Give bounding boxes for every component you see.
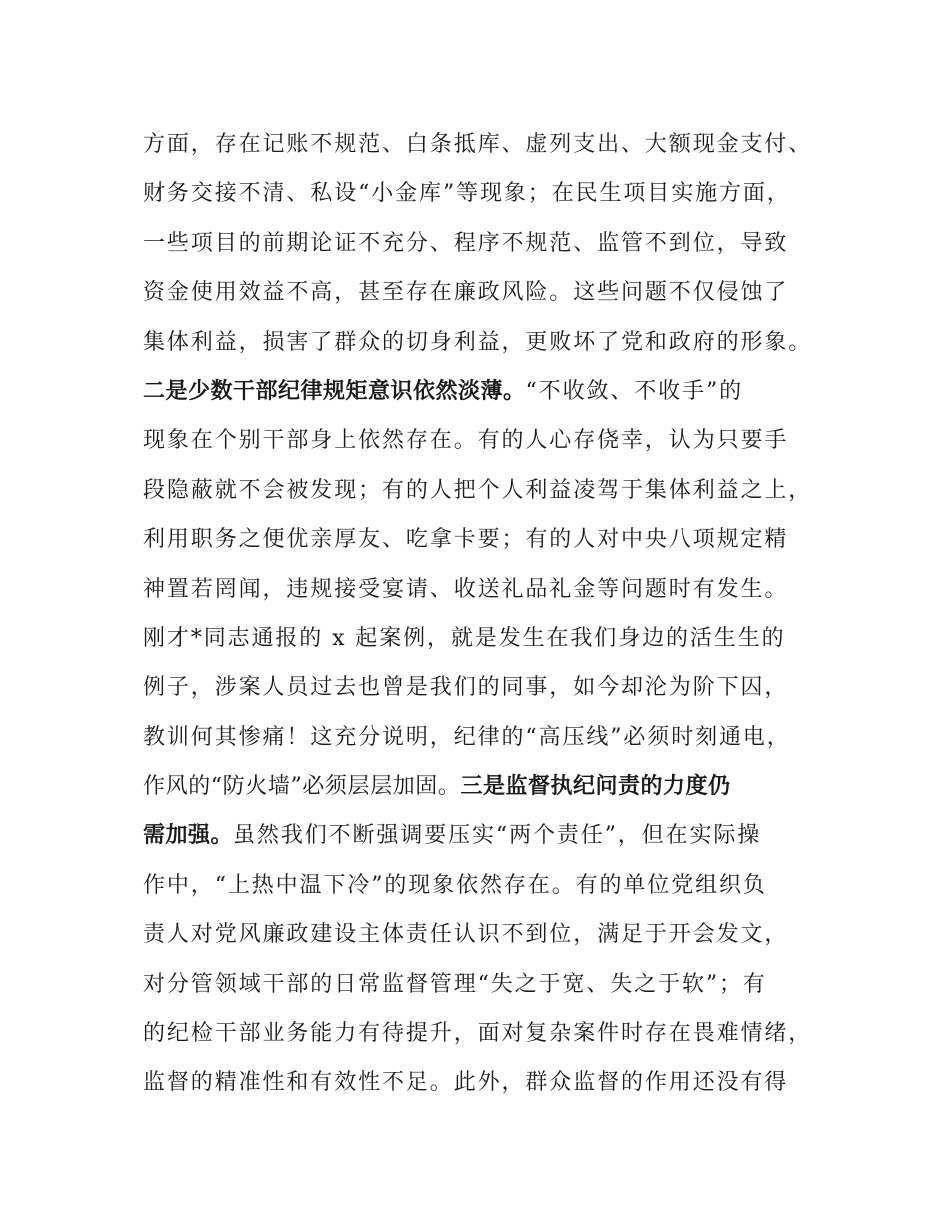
text-segment: 资金使用效益不高，甚至存在廉政风险。这些问题不仅侵蚀了 [143, 280, 789, 306]
text-segment: 段隐蔽就不会被发现；有的人把个人利益凌驾于集体利益之上， [143, 477, 813, 503]
text-line [143, 219, 833, 268]
text-segment: “不收敛、不收手”的 [525, 378, 744, 404]
text-segment: 一些项目的前期论证不充分、程序不规范、监管不到位，导致 [143, 230, 789, 256]
text-line [143, 466, 833, 515]
text-segment: 对分管领域干部的日常监督管理“失之于宽、失之于软”；有 [143, 971, 767, 997]
text-line [143, 1009, 833, 1058]
text-line [143, 268, 833, 317]
text-line [143, 960, 833, 1009]
text-segment: 教训何其惨痛！这充分说明，纪律的“高压线”必须时刻通电， [143, 724, 791, 750]
text-segment: 利用职务之便优亲厚友、吃拿卡要；有的人对中央八项规定精 [143, 527, 789, 553]
text-segment: 作风的“防火墙”必须层层加固。 [143, 774, 461, 800]
text-line [143, 811, 833, 860]
text-segment: 的纪检干部业务能力有待提升，面对复杂案件时存在畏难情绪， [143, 1021, 813, 1047]
body-text [143, 120, 833, 1108]
text-line [143, 416, 833, 465]
text-line [143, 318, 833, 367]
text-line [143, 663, 833, 712]
text-segment: 方面，存在记账不规范、白条抵库、虚列支出、大额现金支付、 [143, 132, 813, 157]
section-heading: 需加强。 [143, 823, 234, 849]
text-line [143, 1058, 833, 1107]
text-segment: 责人对党风廉政建设主体责任认识不到位，满足于开会发文， [143, 922, 789, 948]
text-line [143, 614, 833, 663]
section-heading: 二是少数干部纪律规矩意识依然淡薄。 [143, 378, 526, 404]
text-segment: 作中，“上热中温下冷”的现象依然存在。有的单位党组织负 [143, 872, 767, 898]
section-heading: 三是监督执纪问责的力度仍 [460, 774, 731, 800]
text-segment: 神置若罔闻，违规接受宴请、收送礼品礼金等问题时有发生。 [143, 576, 789, 602]
text-segment: 集体利益，损害了群众的切身利益，更败坏了党和政府的形象。 [143, 329, 813, 355]
text-line [143, 515, 833, 564]
text-segment: 虽然我们不断强调要压实“两个责任”，但在实际操 [233, 823, 762, 849]
text-line [143, 861, 833, 910]
text-line [143, 169, 833, 218]
text-segment: 财务交接不清、私设“小金库”等现象；在民生项目实施方面， [143, 181, 791, 207]
text-line [143, 565, 833, 614]
text-segment: 刚才*同志通报的 x 起案例，就是发生在我们身边的活生生的 [143, 625, 786, 651]
text-line [143, 367, 833, 416]
text-segment: 监督的精准性和有效性不足。此外，群众监督的作用还没有得 [143, 1070, 789, 1096]
text-line [143, 762, 833, 811]
text-line [143, 120, 833, 169]
text-segment: 例子，涉案人员过去也曾是我们的同事，如今却沦为阶下囚， [143, 675, 789, 701]
text-segment: 现象在个别干部身上依然存在。有的人心存侥幸，认为只要手 [143, 428, 789, 454]
text-line [143, 713, 833, 762]
text-line [143, 910, 833, 959]
